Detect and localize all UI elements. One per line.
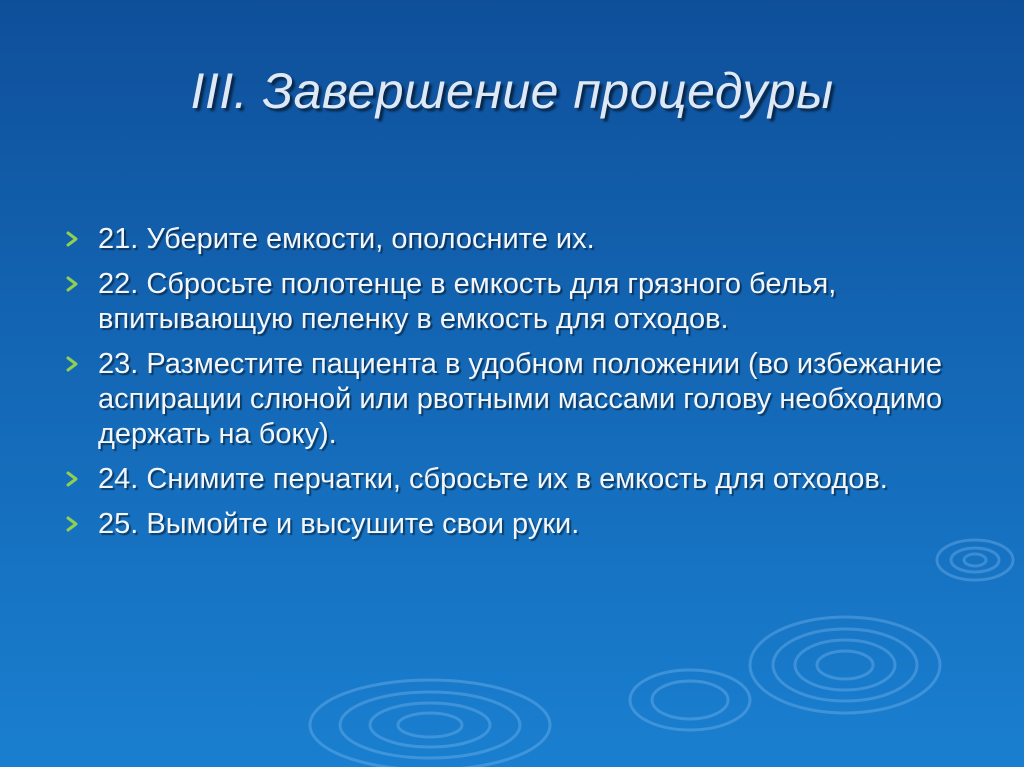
arrow-chevron-icon: [62, 469, 82, 489]
bullet-list: [62, 222, 972, 552]
bullet-text: 25. Вымойте и высушите свои руки.: [98, 508, 580, 540]
bullet-text: 22. Сбросьте полотенце в емкость для грязного белья, впитывающую пеленку в емкость для отходов.: [98, 268, 837, 335]
slide-title: III. Завершение процедуры: [190, 63, 834, 119]
list-item: [62, 222, 972, 257]
arrow-chevron-icon: [62, 354, 82, 374]
bullet-text: 23. Разместите пациента в удобном положении (во избежание аспирации слюной или рвотными массами голову необходимо держать на боку).: [98, 348, 943, 450]
list-item: [62, 347, 972, 452]
arrow-chevron-icon: [62, 514, 82, 534]
arrow-chevron-icon: [62, 229, 82, 249]
arrow-chevron-icon: [62, 274, 82, 294]
list-item: [62, 507, 972, 542]
bullet-text: 24. Снимите перчатки, сбросьте их в емкость для отходов.: [98, 463, 888, 495]
bullet-text: 21. Уберите емкости, ополосните их.: [98, 223, 595, 255]
list-item: [62, 267, 972, 337]
list-item: [62, 462, 972, 497]
